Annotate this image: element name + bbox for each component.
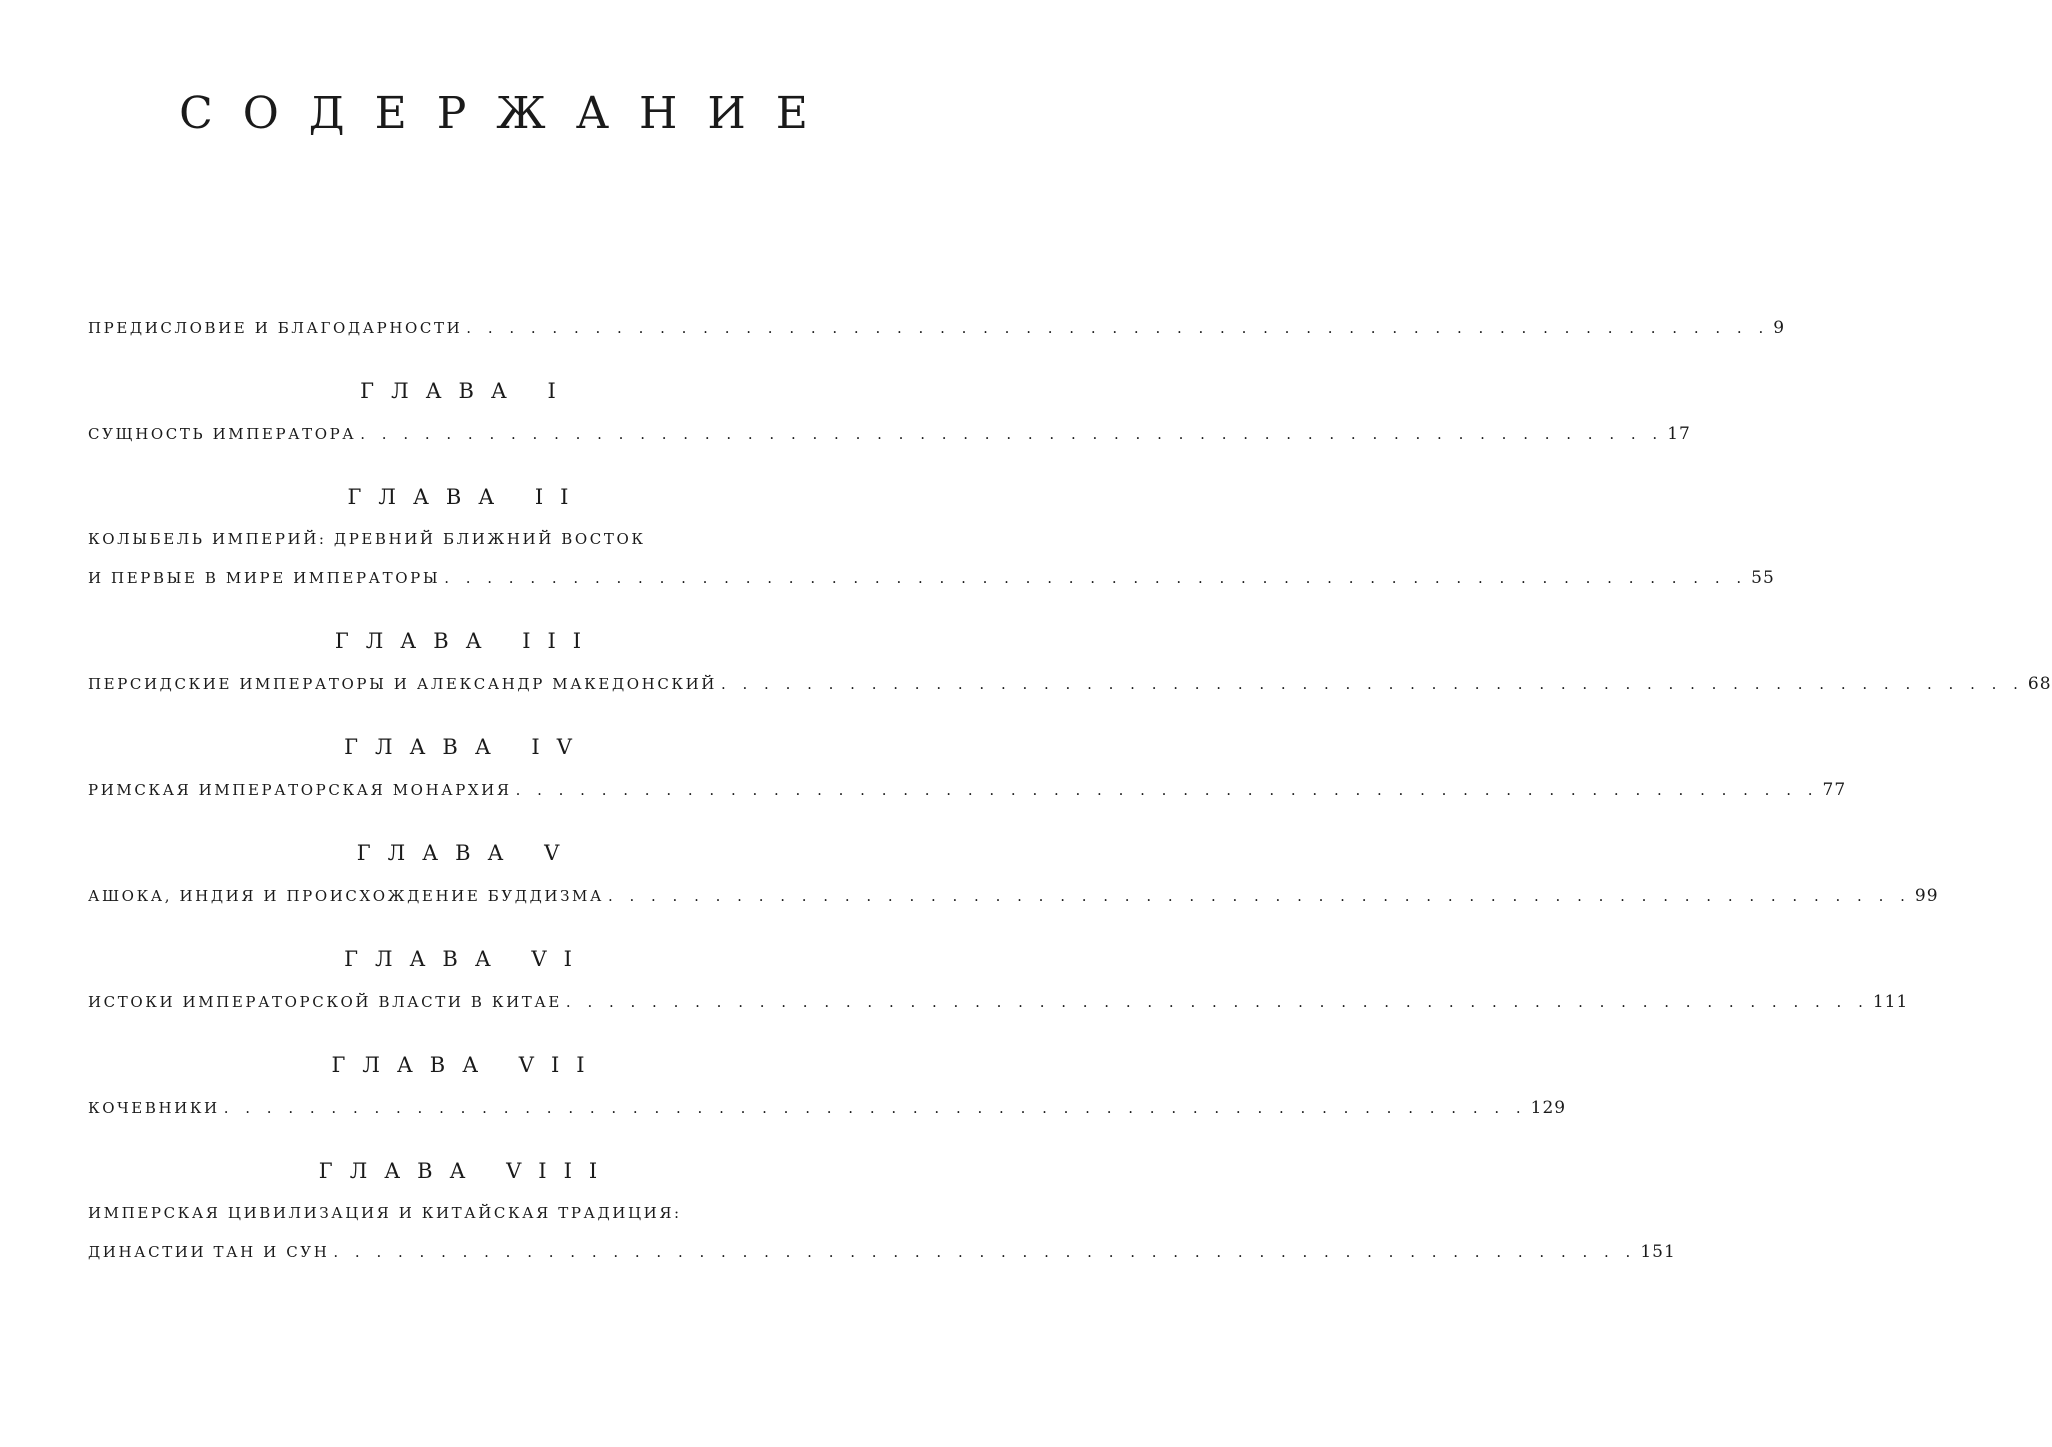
toc-entry-label: КОЧЕВНИКИ [88, 1099, 220, 1117]
toc-entry-label: АШОКА, ИНДИЯ И ПРОИСХОЖДЕНИЕ БУДДИЗМА [88, 887, 604, 905]
leader-dots: . . . . . . . . . . . . . . . . . . . . . . . . . . . . . . . . . . . . . . . . . . . . . . . . . . . . . . . . . . . . . [515, 781, 1819, 799]
chapter-heading-6: ГЛАВА VI [344, 947, 589, 971]
toc-entry-ch3[interactable] [88, 674, 2052, 704]
chapter-heading-7: ГЛАВА VII [331, 1053, 602, 1077]
toc-entry-label: ПЕРСИДСКИЕ ИМПЕРАТОРЫ И АЛЕКСАНДР МАКЕДОНСКИЙ [88, 675, 717, 693]
toc-entry-preface[interactable] [88, 318, 1786, 348]
toc-entry-ch1[interactable] [88, 424, 1691, 454]
toc-entry-label: СУЩНОСТЬ ИМПЕРАТОРА [88, 425, 357, 443]
toc-entry-label: ПРЕДИСЛОВИЕ И БЛАГОДАРНОСТИ [88, 319, 463, 337]
toc-entry-ch8[interactable] [88, 1242, 1676, 1272]
toc-entry-label-line1: КОЛЫБЕЛЬ ИМПЕРИЙ: ДРЕВНИЙ БЛИЖНИЙ ВОСТОК [88, 530, 646, 548]
toc-page-number: 9 [1773, 318, 1786, 338]
toc-entry-ch2[interactable] [88, 568, 1775, 598]
chapter-heading-3: ГЛАВА III [334, 629, 599, 653]
toc-page-number: 151 [1640, 1242, 1676, 1262]
leader-dots: . . . . . . . . . . . . . . . . . . . . . . . . . . . . . . . . . . . . . . . . . . . . . . . . . . . . . . . . . . . . . [720, 675, 2024, 693]
toc-entry-ch4[interactable] [88, 780, 1847, 810]
toc-page-number: 17 [1667, 424, 1691, 444]
toc-page-number: 111 [1872, 992, 1909, 1012]
chapter-heading-1: ГЛАВА I [360, 379, 573, 403]
leader-dots: . . . . . . . . . . . . . . . . . . . . . . . . . . . . . . . . . . . . . . . . . . . . . . . . . . . . . . . . . . . . . [607, 887, 1911, 905]
toc-entry-label: И ПЕРВЫЕ В МИРЕ ИМПЕРАТОРЫ [88, 569, 441, 587]
toc-page-number: 55 [1751, 568, 1775, 588]
leader-dots: . . . . . . . . . . . . . . . . . . . . . . . . . . . . . . . . . . . . . . . . . . . . . . . . . . . . . . . . . . . . . [444, 569, 1748, 587]
leader-dots: . . . . . . . . . . . . . . . . . . . . . . . . . . . . . . . . . . . . . . . . . . . . . . . . . . . . . . . . . . . . . [565, 993, 1869, 1011]
toc-entry-ch6[interactable] [88, 992, 1909, 1022]
toc-page-number: 77 [1822, 780, 1847, 800]
leader-dots: . . . . . . . . . . . . . . . . . . . . . . . . . . . . . . . . . . . . . . . . . . . . . . . . . . . . . . . . . . . . . [360, 425, 1664, 443]
page-title: СОДЕРЖАНИЕ [179, 88, 838, 139]
toc-page-number: 68 [2027, 674, 2052, 694]
table-of-contents [88, 318, 2052, 1272]
chapter-heading-8: ГЛАВА VIII [318, 1159, 615, 1183]
toc-entry-label: ИСТОКИ ИМПЕРАТОРСКОЙ ВЛАСТИ В КИТАЕ [88, 993, 562, 1011]
toc-entry-label: РИМСКАЯ ИМПЕРАТОРСКАЯ МОНАРХИЯ [88, 781, 512, 799]
toc-entry-label-line1: ИМПЕРСКАЯ ЦИВИЛИЗАЦИЯ И КИТАЙСКАЯ ТРАДИЦИЯ: [88, 1204, 682, 1222]
toc-entry-ch7[interactable] [88, 1098, 1567, 1128]
leader-dots: . . . . . . . . . . . . . . . . . . . . . . . . . . . . . . . . . . . . . . . . . . . . . . . . . . . . . . . . . . . . . [223, 1099, 1527, 1117]
chapter-heading-4: ГЛАВА IV [344, 735, 589, 759]
chapter-heading-5: ГЛАВА V [356, 841, 577, 865]
toc-page-number: 129 [1530, 1098, 1567, 1118]
toc-entry-label: ДИНАСТИИ ТАН И СУН [88, 1243, 330, 1261]
chapter-heading-2: ГЛАВА II [347, 485, 586, 509]
leader-dots: . . . . . . . . . . . . . . . . . . . . . . . . . . . . . . . . . . . . . . . . . . . . . . . . . . . . . . . . . . . . . [466, 319, 1770, 337]
toc-entry-ch5[interactable] [88, 886, 1939, 916]
toc-page-number: 99 [1914, 886, 1939, 906]
leader-dots: . . . . . . . . . . . . . . . . . . . . . . . . . . . . . . . . . . . . . . . . . . . . . . . . . . . . . . . . . . . . . [333, 1243, 1637, 1261]
